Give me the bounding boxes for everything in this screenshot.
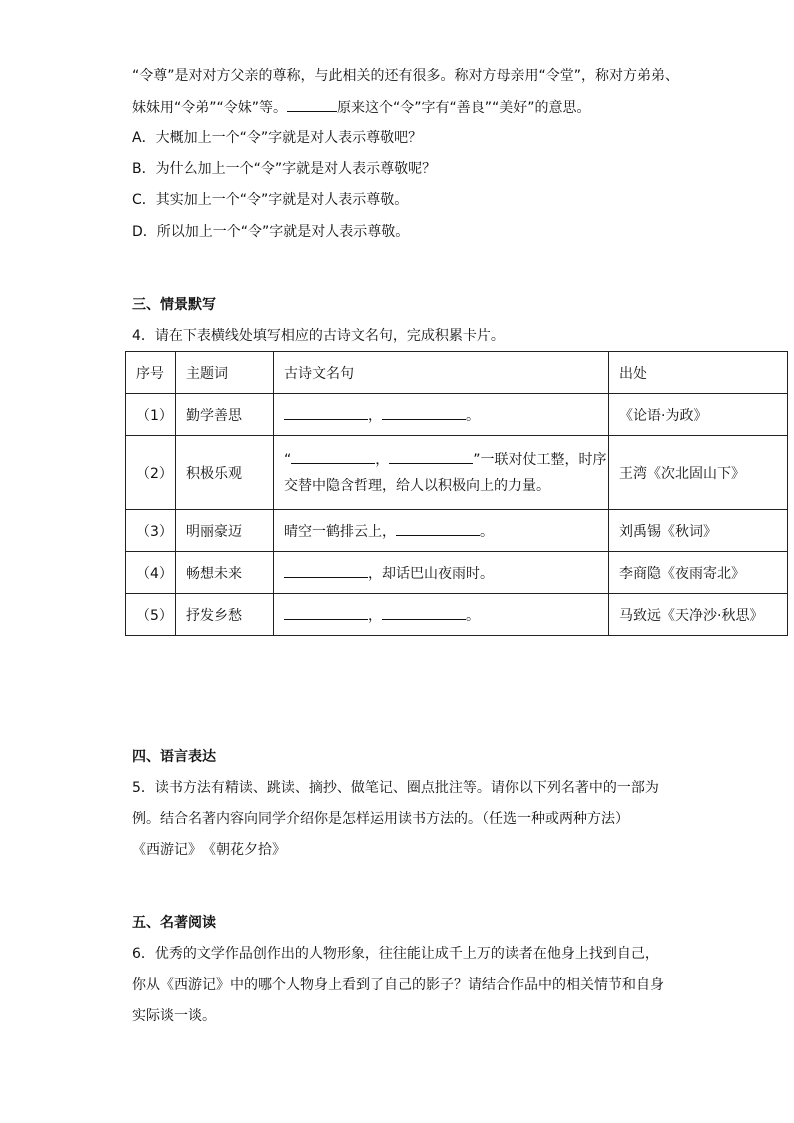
quote-text: ，却话巴山夜雨时。 xyxy=(368,565,494,582)
table-row xyxy=(126,552,788,594)
header-number: 序号 xyxy=(126,352,176,394)
table-row xyxy=(126,510,788,552)
row-number: （1） xyxy=(126,394,176,436)
fill-blank xyxy=(284,563,368,578)
header-quote: 古诗文名句 xyxy=(274,352,609,394)
period: 。 xyxy=(466,407,480,424)
table-row xyxy=(126,436,788,510)
row-number: （4） xyxy=(126,552,176,594)
row-source: 刘禹锡《秋词》 xyxy=(609,510,788,552)
section-3-heading: 三、情景默写 xyxy=(132,297,216,313)
row-source: 王湾《次北固山下》 xyxy=(609,436,788,510)
header-theme: 主题词 xyxy=(176,352,274,394)
row-quote xyxy=(274,436,609,510)
quote-line-2: 交替中隐含哲理，给人以积极向上的力量。 xyxy=(284,477,550,494)
table-row xyxy=(126,594,788,636)
fill-blank xyxy=(284,605,368,620)
quote-line-1 xyxy=(284,447,607,473)
fill-blank xyxy=(396,521,480,536)
intro-line-2-end: 原来这个“令”字有“善良”“美好”的意思。 xyxy=(337,100,591,116)
row-source: 《论语·为政》 xyxy=(609,394,788,436)
row-number: （5） xyxy=(126,594,176,636)
section-5-heading: 五、名著阅读 xyxy=(132,915,216,931)
section-4-heading: 四、语言表达 xyxy=(132,749,216,765)
question-6-line-2: 你从《西游记》中的哪个人物身上看到了自己的影子？请结合作品中的相关情节和自身 xyxy=(132,977,664,993)
row-theme: 抒发乡愁 xyxy=(176,594,274,636)
fill-blank xyxy=(382,605,466,620)
row-source: 李商隐《夜雨寄北》 xyxy=(609,552,788,594)
table-row xyxy=(126,394,788,436)
comma: ， xyxy=(375,451,390,468)
fill-blank xyxy=(382,405,466,420)
row-source: 马致远《天净沙·秋思》 xyxy=(609,594,788,636)
option-d: D．所以加上一个“令”字就是对人表示尊敬。 xyxy=(132,224,410,240)
intro-line-2 xyxy=(132,97,591,118)
intro-line-2-start: 妹妹用“令弟”“令妹”等。 xyxy=(132,100,288,116)
question-6-line-3: 实际谈一谈。 xyxy=(132,1008,216,1024)
row-quote xyxy=(274,394,609,436)
fill-blank xyxy=(291,449,375,464)
option-b: B．为什么加上一个“令”字就是对人表示尊敬呢？ xyxy=(132,161,437,177)
period: 。 xyxy=(480,523,494,540)
row-theme: 畅想未来 xyxy=(176,552,274,594)
row-quote xyxy=(274,510,609,552)
accumulation-card-table xyxy=(125,351,788,636)
row-number: （3） xyxy=(126,510,176,552)
question-6-line-1: 6．优秀的文学作品创作出的人物形象，往往能让成千上万的读者在他身上找到自己， xyxy=(132,946,659,962)
quote-text: 晴空一鹤排云上， xyxy=(284,523,396,540)
row-theme: 积极乐观 xyxy=(176,436,274,510)
option-a: A．大概加上一个“令”字就是对人表示尊敬吧？ xyxy=(132,130,423,146)
fill-blank xyxy=(389,449,473,464)
table-header-row xyxy=(126,352,788,394)
quote-remark: ”一联对仗工整，时序 xyxy=(473,451,607,468)
intro-line-1: “令尊”是对对方父亲的尊称，与此相关的还有很多。称对方母亲用“令堂”，称对方弟弟、 xyxy=(132,68,680,84)
question-5-line-2: 例。结合名著内容向同学介绍你是怎样运用读书方法的。（任选一种或两种方法） xyxy=(132,811,629,827)
header-source: 出处 xyxy=(609,352,788,394)
open-quote: “ xyxy=(284,451,292,468)
period: 。 xyxy=(466,607,480,624)
fill-blank xyxy=(284,405,368,420)
question-4: 4．请在下表横线处填写相应的古诗文名句，完成积累卡片。 xyxy=(132,328,505,344)
row-number: （2） xyxy=(126,436,176,510)
book-list: 《西游记》 《朝花夕拾》 xyxy=(132,842,286,858)
row-quote xyxy=(274,552,609,594)
comma: ， xyxy=(368,407,382,424)
row-theme: 勤学善思 xyxy=(176,394,274,436)
row-quote xyxy=(274,594,609,636)
option-c: C．其实加上一个“令”字就是对人表示尊敬。 xyxy=(132,192,409,208)
answer-blank xyxy=(287,97,337,112)
question-5-line-1: 5．读书方法有精读、跳读、摘抄、做笔记、圈点批注等。请你以下列名著中的一部为 xyxy=(132,780,659,796)
row-theme: 明丽豪迈 xyxy=(176,510,274,552)
comma: ， xyxy=(368,607,382,624)
